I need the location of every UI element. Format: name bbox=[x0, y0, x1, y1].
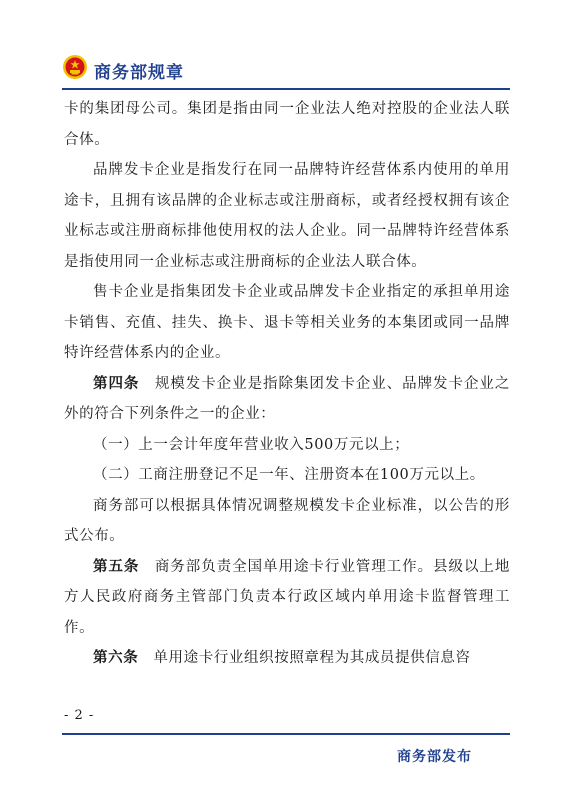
paragraph bbox=[64, 460, 510, 491]
paragraph-text: 商务部负责全国单用途卡行业管理工作。县级以上地方人民政府商务主管部门负责本行政区域内单用途卡监督管理工作。 bbox=[64, 558, 510, 636]
paragraph-text: 单用途卡行业组织按照章程为其成员提供信息咨 bbox=[153, 650, 471, 666]
header-title: 商务部规章 bbox=[94, 63, 184, 83]
paragraph-text: （二）工商注册登记不足一年、注册资本在100万元以上。 bbox=[93, 467, 485, 483]
paragraph-text: 规模发卡企业是指除集团发卡企业、品牌发卡企业之外的符合下列条件之一的企业： bbox=[64, 375, 510, 422]
national-emblem-icon bbox=[62, 54, 88, 80]
paragraph bbox=[64, 552, 510, 644]
paragraph-text: 卡的集团母公司。集团是指由同一企业法人绝对控股的企业法人联合体。 bbox=[64, 101, 510, 148]
article-number: 第四条 bbox=[93, 375, 140, 392]
paragraph-text: 商务部可以根据具体情况调整规模发卡企业标准，以公告的形式公布。 bbox=[64, 497, 510, 544]
page-header bbox=[62, 52, 510, 84]
paragraph bbox=[64, 155, 510, 277]
page-number: - 2 - bbox=[64, 708, 95, 723]
paragraph bbox=[64, 277, 510, 369]
paragraph bbox=[64, 369, 510, 430]
header-divider bbox=[62, 88, 510, 90]
footer-publisher: 商务部发布 bbox=[397, 749, 472, 765]
paragraph bbox=[64, 491, 510, 552]
footer-divider bbox=[62, 733, 510, 735]
article-number: 第六条 bbox=[93, 650, 139, 666]
paragraph-text: 品牌发卡企业是指发行在同一品牌特许经营体系内使用的单用途卡，且拥有该品牌的企业标志或注册商标，或者经授权拥有该企业标志或注册商标排他使用权的法人企业。同一品牌特许经营体系是指使用同一企业标志或注册商标的企业法人联合体。 bbox=[64, 162, 510, 270]
paragraph bbox=[64, 94, 510, 155]
article-number: 第五条 bbox=[93, 558, 140, 575]
paragraph-text: 售卡企业是指集团发卡企业或品牌发卡企业指定的承担单用途卡销售、充值、挂失、换卡、退卡等相关业务的本集团或同一品牌特许经营体系内的企业。 bbox=[64, 284, 510, 361]
paragraph-text: （一）上一会计年度年营业收入500万元以上； bbox=[93, 436, 410, 453]
paragraph bbox=[64, 430, 510, 461]
paragraph bbox=[64, 643, 510, 674]
document-body bbox=[64, 94, 510, 674]
